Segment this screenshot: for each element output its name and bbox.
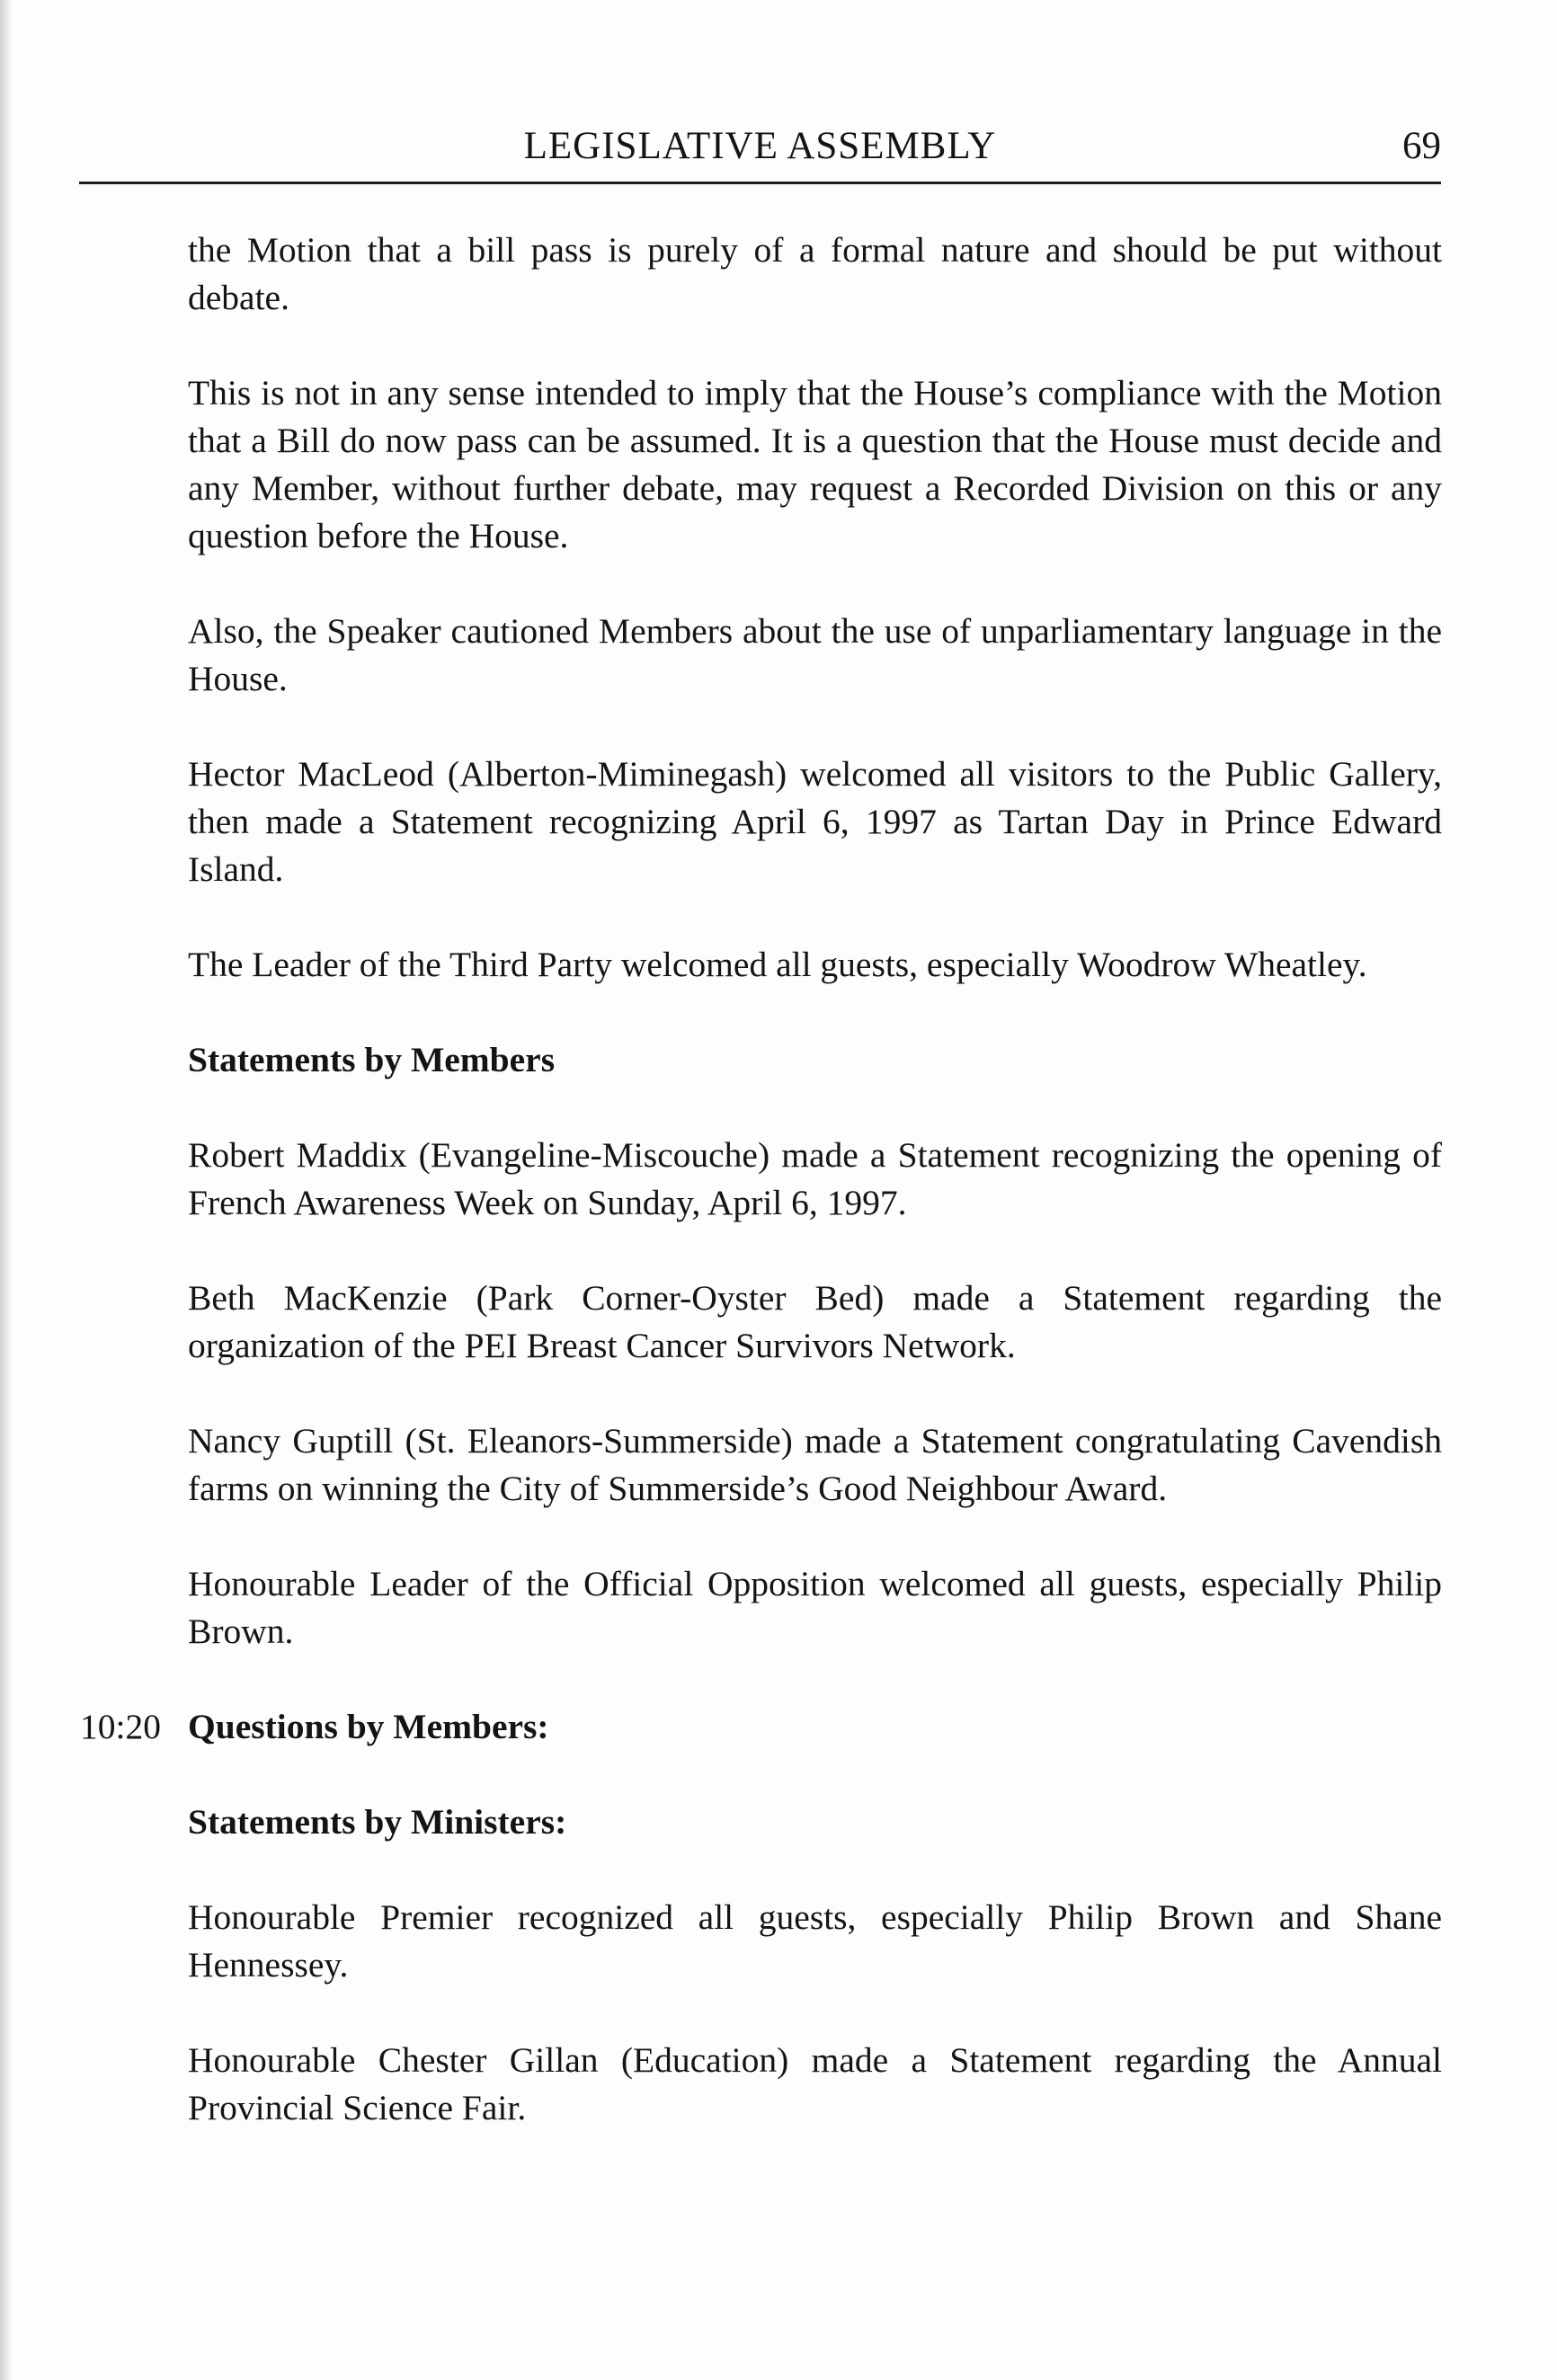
paragraph-good-neighbour-award: Nancy Guptill (St. Eleanors-Summerside) made a Statement congratulating Cavendish farms on winning the City of Summerside’s Good Neighbour Award.: [188, 1421, 1442, 1508]
paragraph-recorded-division: This is not in any sense intended to imply that the House’s compliance with the Motion that a Bill do now pass can be assumed. It is a question that the House must decide and any Member, without further debate, may request a Recorded Division on this or any question before the House.: [188, 373, 1442, 555]
running-title: LEGISLATIVE ASSEMBLY: [523, 125, 997, 167]
heading-questions-by-members: [80, 1703, 1442, 1751]
paragraph-science-fair: Honourable Chester Gillan (Education) made a Statement regarding the Annual Provincial Science Fair.: [188, 2040, 1442, 2127]
paragraph-third-party-welcome: The Leader of the Third Party welcomed all guests, especially Woodrow Wheatley.: [188, 945, 1367, 984]
paragraph-unparliamentary-language: Also, the Speaker cautioned Members about the use of unparliamentary language in the House.: [188, 611, 1442, 698]
heading-questions-label: Questions by Members:: [188, 1707, 549, 1746]
paragraph-breast-cancer-network: Beth MacKenzie (Park Corner-Oyster Bed) made a Statement regarding the organization of the PEI Breast Cancer Survivors Network.: [188, 1278, 1442, 1365]
paragraph-motion-formal: the Motion that a bill pass is purely of a formal nature and should be put without debate.: [188, 230, 1442, 317]
header-rule: [79, 182, 1441, 184]
heading-statements-by-members: Statements by Members: [188, 1040, 556, 1079]
page-number: 69: [1402, 125, 1441, 167]
paragraph-french-awareness: Robert Maddix (Evangeline-Miscouche) made a Statement recognizing the opening of French Awareness Week on Sunday, April 6, 1997.: [188, 1135, 1442, 1222]
paragraph-premier-guests: Honourable Premier recognized all guests, especially Philip Brown and Shane Hennessey.: [188, 1897, 1442, 1985]
heading-statements-by-ministers: Statements by Ministers:: [188, 1802, 567, 1842]
paragraph-opposition-welcome: Honourable Leader of the Official Opposition welcomed all guests, especially Philip Brown.: [188, 1564, 1442, 1651]
page-edge-shadow: [0, 0, 13, 2380]
page-header: [79, 119, 1441, 173]
document-body: [80, 226, 1442, 2132]
time-stamp: 10:20: [80, 1707, 161, 1746]
paragraph-tartan-day: Hector MacLeod (Alberton-Miminegash) welcomed all visitors to the Public Gallery, then made a Statement recognizing April 6, 1997 as Tartan Day in Prince Edward Island.: [188, 754, 1442, 889]
